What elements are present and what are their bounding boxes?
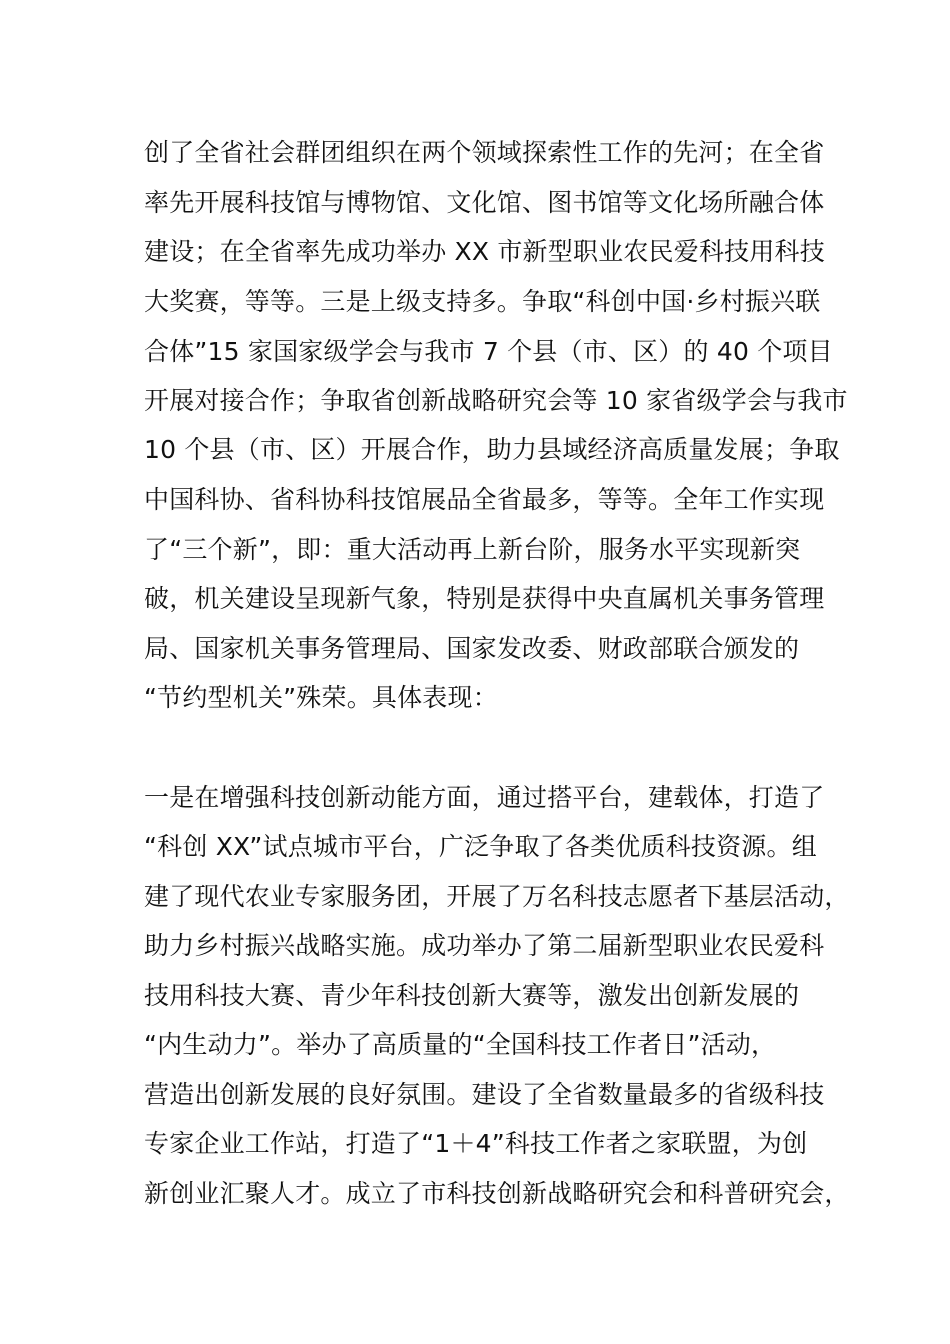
text-line: 局、国家机关事务管理局、国家发改委、财政部联合颁发的 [144,634,800,663]
text-line: 破，机关建设呈现新气象，特别是获得中央直属机关事务管理 [144,584,825,613]
text-line: 中国科协、省科协科技馆展品全省最多，等等。全年工作实现 [144,485,825,514]
text-line: 助力乡村振兴战略实施。成功举办了第二届新型职业农民爱科 [144,931,825,960]
text-line: 一是在增强科技创新动能方面，通过搭平台，建载体，打造了 [144,783,825,812]
text-line: 建设；在全省率先成功举办 XX 市新型职业农民爱科技用科技 [144,237,825,266]
text-line: 大奖赛，等等。三是上级支持多。争取“科创中国·乡村振兴联 [144,287,821,316]
text-line: 营造出创新发展的良好氛围。建设了全省数量最多的省级科技 [144,1080,825,1109]
text-line: 开展对接合作；争取省创新战略研究会等 10 家省级学会与我市 [144,386,848,415]
text-line: “节约型机关”殊荣。具体表现： [144,683,498,712]
text-line: 新创业汇聚人才。成立了市科技创新战略研究会和科普研究会， [144,1179,850,1208]
text-line: 专家企业工作站，打造了“1＋4”科技工作者之家联盟，为创 [144,1129,808,1158]
text-line: “科创 XX”试点城市平台，广泛争取了各类优质科技资源。组 [144,832,817,861]
text-line: 10 个县（市、区）开展合作，助力县域经济高质量发展；争取 [144,435,840,464]
text-line: “内生动力”。举办了高质量的“全国科技工作者日”活动， [144,1030,777,1059]
text-line: 率先开展科技馆与博物馆、文化馆、图书馆等文化场所融合体 [144,188,825,217]
text-line: 技用科技大赛、青少年科技创新大赛等，激发出创新发展的 [144,981,800,1010]
text-line: 建了现代农业专家服务团，开展了万名科技志愿者下基层活动， [144,882,850,911]
text-line: 了“三个新”，即：重大活动再上新台阶，服务水平实现新突 [144,535,801,564]
text-line: 合体”15 家国家级学会与我市 7 个县（市、区）的 40 个项目 [144,337,833,366]
text-line: 创了全省社会群团组织在两个领域探索性工作的先河；在全省 [144,138,825,167]
